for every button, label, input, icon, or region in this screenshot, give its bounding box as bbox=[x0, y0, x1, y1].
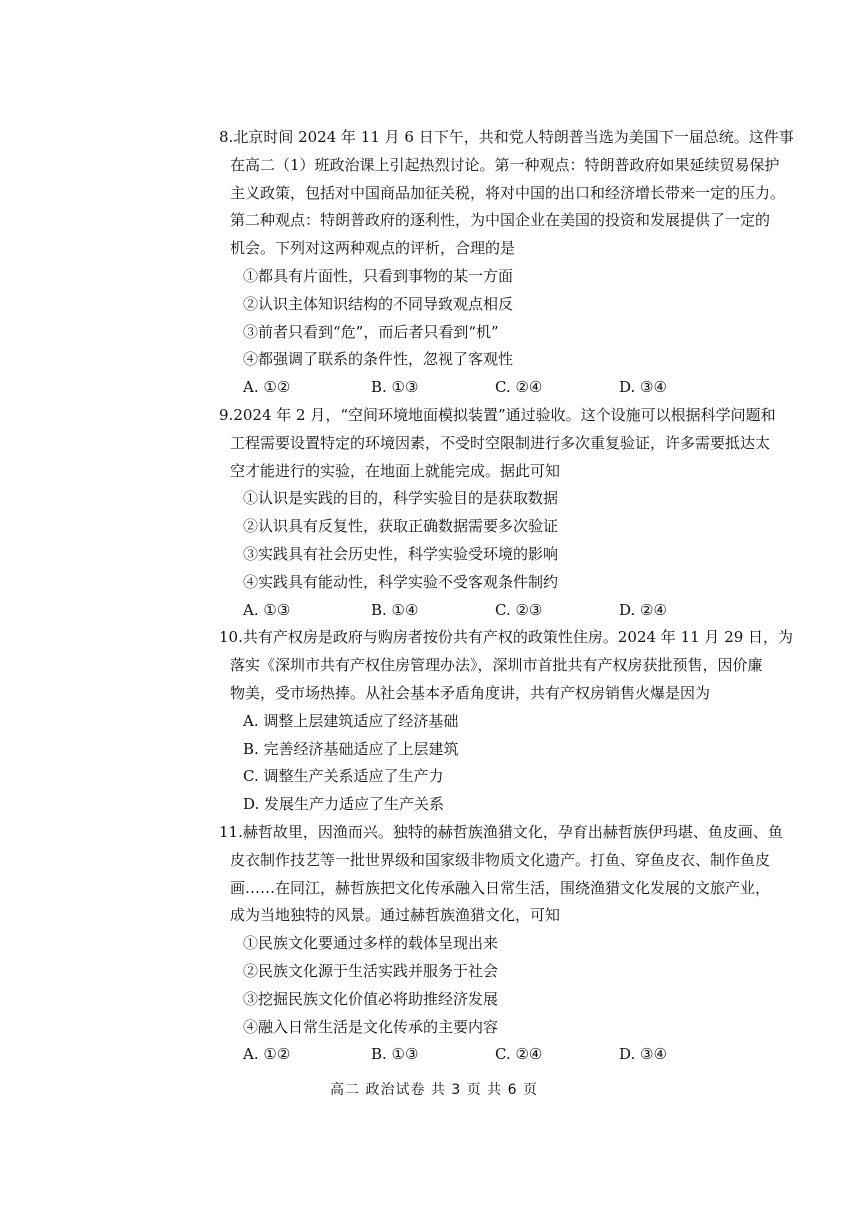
question-stem-line: 8.北京时间 2024 年 11 月 6 日下午，共和党人特朗普当选为美国下一届总统。这件事 bbox=[219, 124, 791, 152]
statement-item: ①都具有片面性，只看到事物的某一方面 bbox=[243, 266, 514, 285]
choice-c: C. ②③ bbox=[495, 600, 543, 619]
question-stem-line: 机会。下列对这两种观点的评析，合理的是 bbox=[230, 239, 516, 258]
statement-item: ④实践具有能动性，科学实验不受客观条件制约 bbox=[243, 572, 559, 591]
choice-a: A. ①③ bbox=[243, 600, 291, 619]
choice-a: A. 调整上层建筑适应了经济基础 bbox=[243, 711, 459, 730]
statement-item: ③挖掘民族文化价值必将助推经济发展 bbox=[243, 989, 499, 1008]
statement-item: ④都强调了联系的条件性，忽视了客观性 bbox=[243, 350, 514, 369]
question-number: 11. bbox=[219, 822, 243, 841]
choice-d: D. ②④ bbox=[619, 600, 667, 619]
statement-item: ③实践具有社会历史性，科学实验受环境的影响 bbox=[243, 544, 559, 563]
page-footer: 高二 政治试卷 共 3 页 共 6 页 bbox=[330, 1082, 538, 1098]
question-stem-line: 11.赫哲故里，因渔而兴。独特的赫哲族渔猎文化，孕育出赫哲族伊玛堪、鱼皮画、鱼 bbox=[219, 819, 791, 847]
statement-item: ①民族文化要通过多样的载体呈现出来 bbox=[243, 934, 499, 953]
statement-item: ①认识是实践的目的，科学实验目的是获取数据 bbox=[243, 489, 559, 508]
question-stem-line: 第二种观点：特朗普政府的逐利性，为中国企业在美国的投资和发展提供了一定的 bbox=[230, 211, 771, 230]
statement-item: ②民族文化源于生活实践并服务于社会 bbox=[243, 961, 499, 980]
question-stem-line: 物美，受市场热捧。从社会基本矛盾角度讲，共有产权房销售火爆是因为 bbox=[230, 683, 711, 702]
choice-b: B. ①④ bbox=[371, 600, 419, 619]
question-stem-line: 9.2024 年 2 月，“空间环境地面模拟装置”通过验收。这个设施可以根据科学问题和 bbox=[219, 402, 791, 430]
choice-b: B. 完善经济基础适应了上层建筑 bbox=[243, 739, 459, 758]
question-stem-line: 工程需要设置特定的环境因素，不受时空限制进行多次重复验证，许多需要抵达太 bbox=[230, 433, 771, 452]
question-11 bbox=[219, 819, 791, 1069]
question-stem-line: 落实《深圳市共有产权住房管理办法》，深圳市首批共有产权房获批预售，因价廉 bbox=[230, 656, 763, 675]
question-stem-line: 皮衣制作技艺等一批世界级和国家级非物质文化遗产。打鱼、穿鱼皮衣、制作鱼皮 bbox=[230, 850, 771, 869]
choice-a: A. ①② bbox=[243, 378, 291, 397]
choice-a: A. ①② bbox=[243, 1045, 291, 1064]
question-list bbox=[219, 124, 794, 1069]
choice-c: C. 调整生产关系适应了生产力 bbox=[243, 767, 444, 786]
statement-item: ③前者只看到“危”，而后者只看到“机” bbox=[243, 322, 499, 341]
statement-item: ④融入日常生活是文化传承的主要内容 bbox=[243, 1017, 499, 1036]
question-stem-line: 在高二（1）班政治课上引起热烈讨论。第一种观点：特朗普政府如果延续贸易保护 bbox=[230, 155, 780, 174]
choice-c: C. ②④ bbox=[495, 378, 543, 397]
statement-item: ②认识具有反复性，获取正确数据需要多次验证 bbox=[243, 517, 559, 536]
choice-d: D. 发展生产力适应了生产关系 bbox=[243, 795, 445, 814]
choice-d: D. ③④ bbox=[619, 378, 667, 397]
question-stem-line: 主义政策，包括对中国商品加征关税，将对中国的出口和经济增长带来一定的压力。 bbox=[230, 183, 786, 202]
choice-b: B. ①③ bbox=[371, 1045, 419, 1064]
question-number: 8. bbox=[219, 128, 234, 146]
choice-b: B. ①③ bbox=[371, 378, 419, 397]
choice-d: D. ③④ bbox=[619, 1045, 667, 1064]
question-10 bbox=[219, 624, 794, 819]
question-number: 10. bbox=[219, 628, 243, 647]
question-8 bbox=[219, 124, 794, 402]
answer-choices bbox=[219, 1041, 791, 1069]
question-stem-line: 成为当地独特的风景。通过赫哲族渔猎文化，可知 bbox=[230, 906, 561, 925]
answer-choices bbox=[219, 374, 791, 402]
question-stem-line: 10.共有产权房是政府与购房者按份共有产权的政策性住房。2024 年 11 月 29 日，为 bbox=[219, 624, 791, 652]
choice-c: C. ②④ bbox=[495, 1045, 543, 1064]
question-number: 9. bbox=[219, 405, 234, 424]
question-stem-line: 画……在同江，赫哲族把文化传承融入日常生活，围绕渔猎文化发展的文旅产业， bbox=[230, 878, 771, 897]
question-9 bbox=[219, 402, 791, 624]
answer-choices bbox=[219, 597, 791, 625]
question-stem-line: 空才能进行的实验，在地面上就能完成。据此可知 bbox=[230, 461, 561, 480]
statement-item: ②认识主体知识结构的不同导致观点相反 bbox=[243, 294, 514, 313]
